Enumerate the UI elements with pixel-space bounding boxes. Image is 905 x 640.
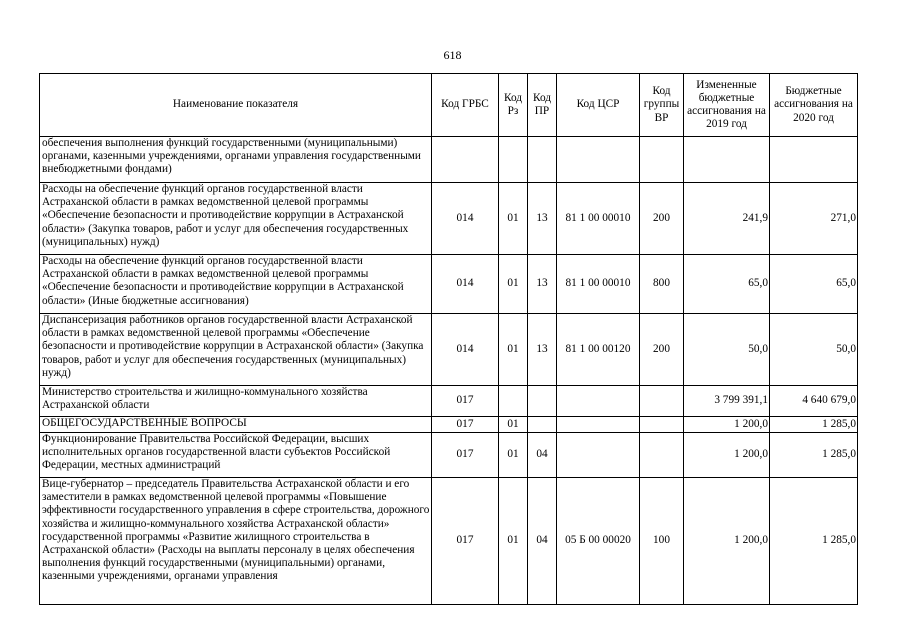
cell-pr	[528, 137, 557, 183]
table-row	[40, 137, 858, 183]
cell-rz	[499, 386, 528, 417]
cell-2020: 65,0	[770, 255, 858, 314]
header-name: Наименование показателя	[40, 74, 432, 137]
cell-rz: 01	[499, 314, 528, 386]
cell-2020: 1 285,0	[770, 478, 858, 605]
cell-name: Расходы на обеспечение функций органов государственной власти Астраханской области в рамках ведомственной целевой программы «Обеспечение безопасности и противодействие коррупции в Астраханской области» (Иные бюджетные ассигнования)	[40, 255, 432, 314]
cell-name: Расходы на обеспечение функций органов государственной власти Астраханской области в рамках ведомственной целевой программы «Обеспечение безопасности и противодействие коррупции в Астраханской области» (Закупка товаров, работ и услуг для обеспечения государственных (муниципальных) нужд)	[40, 183, 432, 255]
cell-rz: 01	[499, 478, 528, 605]
cell-csr: 81 1 00 00120	[557, 314, 640, 386]
cell-grbs: 017	[432, 386, 499, 417]
header-vr: Код группы ВР	[640, 74, 684, 137]
cell-vr: 200	[640, 183, 684, 255]
cell-rz: 01	[499, 433, 528, 478]
cell-vr	[640, 137, 684, 183]
table-header-row	[40, 74, 858, 137]
table-row	[40, 433, 858, 478]
cell-name: Диспансеризация работников органов государственной власти Астраханской области в рамках ведомственной целевой программы «Обеспечение безопасности и противодействие коррупции в Астраханской области» (Закупка товаров, работ и услуг для обеспечения государственных (муниципальных) нужд)	[40, 314, 432, 386]
cell-csr	[557, 137, 640, 183]
cell-2020: 1 285,0	[770, 433, 858, 478]
header-rz: Код Рз	[499, 74, 528, 137]
cell-rz: 01	[499, 183, 528, 255]
cell-csr	[557, 417, 640, 433]
header-pr: Код ПР	[528, 74, 557, 137]
cell-rz: 01	[499, 417, 528, 433]
header-csr: Код ЦСР	[557, 74, 640, 137]
cell-2019	[684, 137, 770, 183]
cell-csr: 05 Б 00 00020	[557, 478, 640, 605]
cell-pr	[528, 417, 557, 433]
table-row	[40, 417, 858, 433]
cell-2019: 3 799 391,1	[684, 386, 770, 417]
header-2019: Измененные бюджетные ассигнования на 2019 год	[684, 74, 770, 137]
cell-name: Вице-губернатор – председатель Правительства Астраханской области и его заместители в рамках ведомственной целевой программы «Повышение эффективности государственного управления в сфере строительства, дорожного хозяйства и жилищно-коммунального хозяйства Астраханской области» государственной программы «Развитие жилищного строительства в Астраханской области» (Расходы на выплаты персоналу в целях обеспечения выполнения функций государственными (муниципальными) органами, казенными учреждениями, органами управления	[40, 478, 432, 605]
cell-2019: 241,9	[684, 183, 770, 255]
cell-2019: 1 200,0	[684, 417, 770, 433]
cell-2020: 1 285,0	[770, 417, 858, 433]
cell-pr: 04	[528, 478, 557, 605]
cell-2019: 65,0	[684, 255, 770, 314]
page-number: 618	[443, 48, 462, 62]
cell-pr	[528, 386, 557, 417]
cell-vr	[640, 386, 684, 417]
cell-vr: 800	[640, 255, 684, 314]
cell-pr: 13	[528, 183, 557, 255]
table-row	[40, 314, 858, 386]
cell-grbs: 017	[432, 478, 499, 605]
cell-2020	[770, 137, 858, 183]
cell-name: ОБЩЕГОСУДАРСТВЕННЫЕ ВОПРОСЫ	[40, 417, 432, 433]
cell-name: Министерство строительства и жилищно-коммунального хозяйства Астраханской области	[40, 386, 432, 417]
cell-2019: 50,0	[684, 314, 770, 386]
cell-csr	[557, 433, 640, 478]
cell-name: Функционирование Правительства Российской Федерации, высших исполнительных органов государственной власти субъектов Российской Федерации, местных администраций	[40, 433, 432, 478]
table-row	[40, 183, 858, 255]
cell-grbs: 014	[432, 183, 499, 255]
cell-pr: 13	[528, 255, 557, 314]
cell-grbs: 014	[432, 255, 499, 314]
table-row	[40, 478, 858, 605]
cell-grbs: 017	[432, 417, 499, 433]
cell-grbs: 014	[432, 314, 499, 386]
cell-2019: 1 200,0	[684, 433, 770, 478]
cell-vr: 100	[640, 478, 684, 605]
cell-grbs	[432, 137, 499, 183]
cell-2020: 271,0	[770, 183, 858, 255]
cell-2019: 1 200,0	[684, 478, 770, 605]
cell-vr: 200	[640, 314, 684, 386]
cell-pr: 04	[528, 433, 557, 478]
cell-csr: 81 1 00 00010	[557, 255, 640, 314]
header-grbs: Код ГРБС	[432, 74, 499, 137]
cell-2020: 50,0	[770, 314, 858, 386]
cell-csr: 81 1 00 00010	[557, 183, 640, 255]
header-2020: Бюджетные ассигнования на 2020 год	[770, 74, 858, 137]
table-row	[40, 255, 858, 314]
cell-name: обеспечения выполнения функций государственными (муниципальными) органами, казенными учреждениями, органами управления государственными внебюджетными фондами)	[40, 137, 432, 183]
table-row	[40, 386, 858, 417]
budget-table	[39, 73, 858, 605]
cell-grbs: 017	[432, 433, 499, 478]
cell-vr	[640, 433, 684, 478]
cell-vr	[640, 417, 684, 433]
cell-csr	[557, 386, 640, 417]
cell-rz: 01	[499, 255, 528, 314]
cell-2020: 4 640 679,0	[770, 386, 858, 417]
cell-rz	[499, 137, 528, 183]
cell-pr: 13	[528, 314, 557, 386]
